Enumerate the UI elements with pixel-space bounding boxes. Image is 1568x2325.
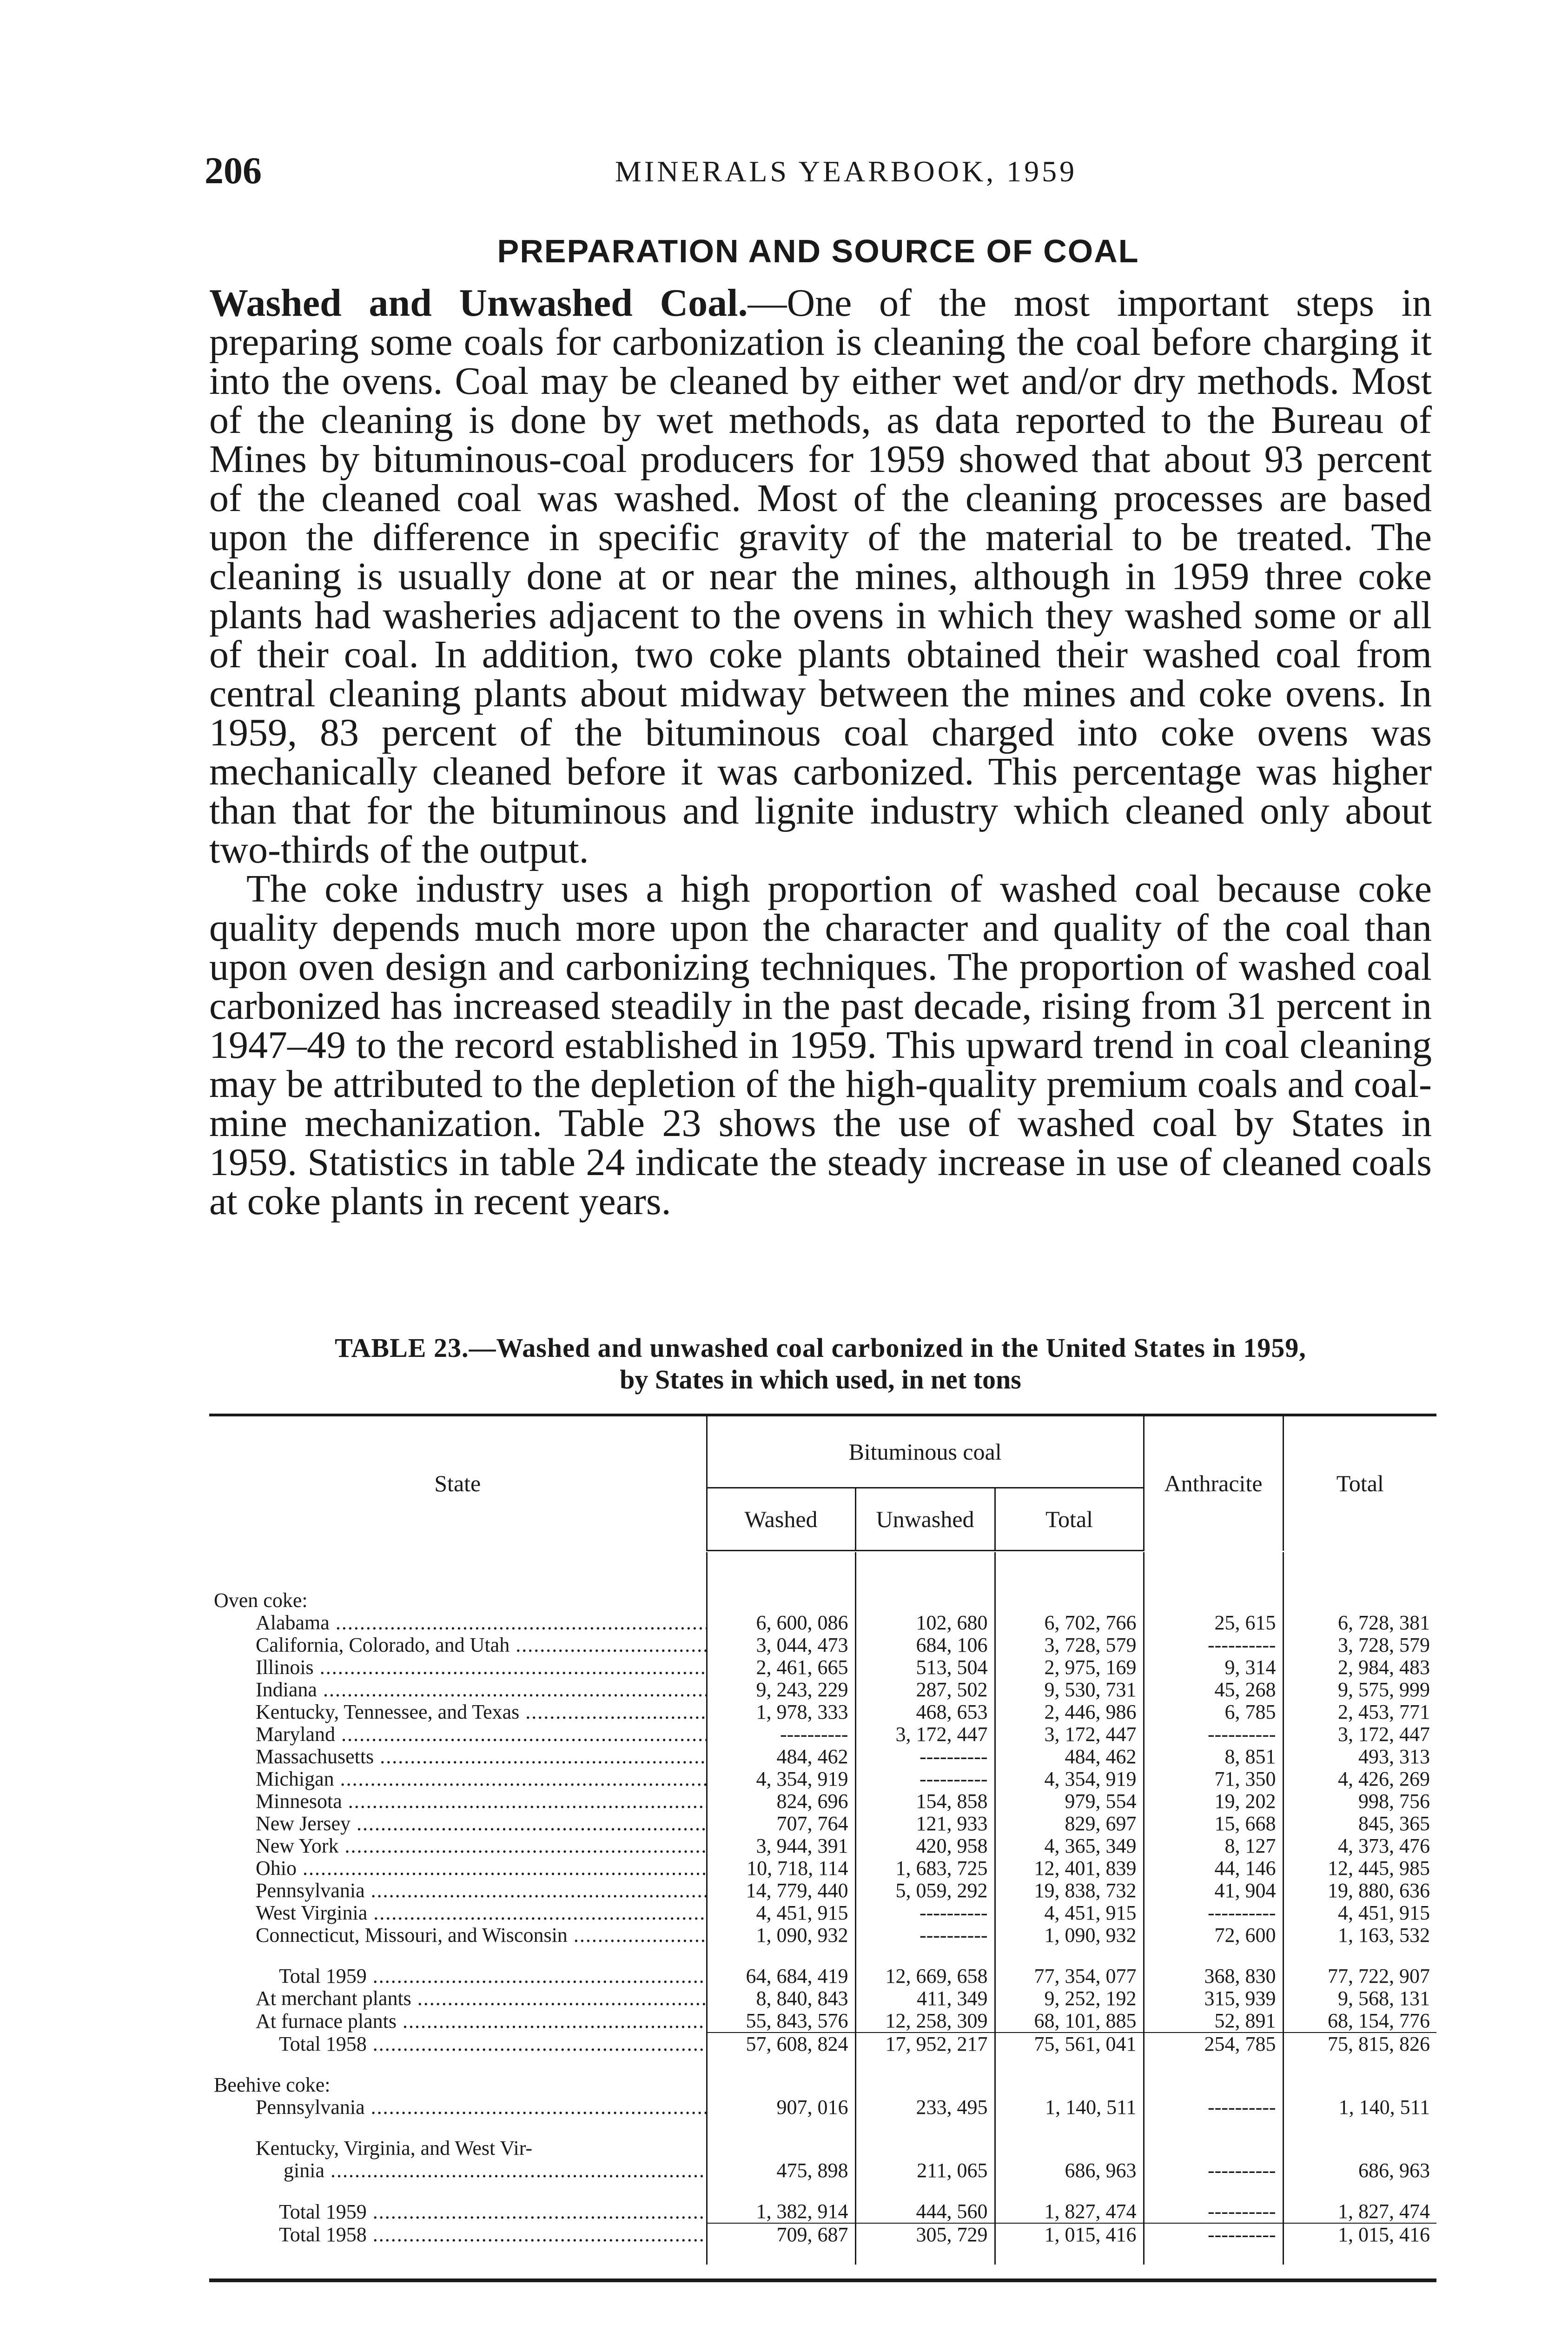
row-label-text: Alabama ..... xyxy=(256,1612,707,1634)
row-label-text: Ohio ..... xyxy=(256,1857,707,1880)
spacer-row xyxy=(209,1552,1436,1589)
cell-anthracite: ---------- xyxy=(1144,1723,1283,1746)
table-row xyxy=(209,1987,1436,2010)
cell-unwashed: ---------- xyxy=(855,1924,995,1946)
cell-washed: 707, 764 xyxy=(707,1813,855,1835)
cell-washed: 2, 461, 665 xyxy=(707,1656,855,1679)
row-label-text: Illinois ..... xyxy=(256,1656,707,1679)
row-label-text: New Jersey ..... xyxy=(256,1813,707,1835)
cell-washed: 10, 718, 114 xyxy=(707,1857,855,1880)
row-label xyxy=(209,1723,707,1746)
cell-total: 686, 963 xyxy=(995,2137,1144,2182)
cell-unwashed: 684, 106 xyxy=(855,1634,995,1656)
row-label xyxy=(209,2200,707,2223)
cell-washed: ---------- xyxy=(707,1723,855,1746)
table-caption-line-1: TABLE 23.—Washed and unwashed coal carbonized in the United States in 1959, xyxy=(335,1333,1306,1363)
row-label xyxy=(209,1857,707,1880)
cell-total: 2, 446, 986 xyxy=(995,1701,1144,1723)
cell-washed: 484, 462 xyxy=(707,1746,855,1768)
row-label-line-2: ginia ..... xyxy=(284,2159,707,2182)
cell-unwashed: 420, 958 xyxy=(855,1835,995,1857)
cell-total: 4, 451, 915 xyxy=(995,1902,1144,1924)
coal-table xyxy=(209,1414,1436,2265)
cell-washed: 3, 044, 473 xyxy=(707,1634,855,1656)
cell-unwashed: 1, 683, 725 xyxy=(855,1857,995,1880)
cell-unwashed: 468, 653 xyxy=(855,1701,995,1723)
cell-total: 3, 728, 579 xyxy=(995,1634,1144,1656)
cell-unwashed: 17, 952, 217 xyxy=(855,2033,995,2055)
row-label xyxy=(209,1880,707,1902)
row-label xyxy=(209,2223,707,2246)
cell-grand: 9, 575, 999 xyxy=(1338,1679,1430,1701)
cell-washed: 1, 382, 914 xyxy=(707,2200,855,2223)
row-label xyxy=(209,1987,707,2010)
paragraph-1-text: —One of the most important steps in preparing some coals for carbonization is cleaning the coal before charging it into the ovens. Coal may be cleaned by either wet and/or dry methods. Most of the cleaning is done by wet methods, as data reported to the Bureau of Mines by bituminous-coal producers for 1959 showed that about 93 percent of the cleaned coal was washed. Most of the cleaning processes are based upon the difference in specific gravity of the material to be treated. The cleaning is usually done at or near the mines, although in 1959 three coke plants had washeries adjacent to the ovens in which they washed some or all of their coal. In addition, two coke plants obtained their washed coal from central cleaning plants about midway between the mines and coke ovens. In 1959, 83 percent of the bituminous coal charged into coke ovens was mechanically cleaned before it was carbonized. This percentage was higher than that for the bituminous and lignite industry which cleaned only about two-thirds of the output. xyxy=(209,281,1432,871)
row-label xyxy=(209,1768,707,1790)
cell-washed: 3, 944, 391 xyxy=(707,1835,855,1857)
row-label-text: Total 1958 ..... xyxy=(279,2033,707,2055)
row-label xyxy=(209,1965,707,1987)
table-row xyxy=(209,1902,1436,1924)
cell-anthracite: 15, 668 xyxy=(1144,1813,1283,1835)
table-row xyxy=(209,2010,1436,2033)
run-in-heading: Washed and Unwashed Coal. xyxy=(209,281,748,325)
spacer-row xyxy=(209,1946,1436,1965)
spacer-row xyxy=(209,2055,1436,2074)
table-row xyxy=(209,1656,1436,1679)
table-caption xyxy=(209,1332,1432,1395)
cell-anthracite: 72, 600 xyxy=(1144,1924,1283,1946)
row-label-text: Total 1958 ..... xyxy=(279,2223,707,2246)
section-heading: PREPARATION AND SOURCE OF COAL xyxy=(497,233,1139,269)
cell-unwashed: 513, 504 xyxy=(855,1656,995,1679)
cell-unwashed: 3, 172, 447 xyxy=(855,1723,995,1746)
row-label xyxy=(209,1790,707,1813)
cell-total: 4, 365, 349 xyxy=(995,1835,1144,1857)
cell-washed: 907, 016 xyxy=(707,2096,855,2119)
cell-anthracite: ---------- xyxy=(1144,1902,1283,1924)
cell-unwashed: 287, 502 xyxy=(855,1679,995,1701)
cell-total: 1, 827, 474 xyxy=(995,2200,1144,2223)
cell-washed: 64, 684, 419 xyxy=(707,1965,855,1987)
cell-anthracite: ---------- xyxy=(1144,2200,1283,2223)
row-label-text: Connecticut, Missouri, and Wisconsin ..... xyxy=(256,1924,707,1946)
row-label-text: Massachusetts ..... xyxy=(256,1746,707,1768)
cell-total: 19, 838, 732 xyxy=(995,1880,1144,1902)
row-label xyxy=(209,1746,707,1768)
cell-grand: 4, 373, 476 xyxy=(1338,1835,1430,1857)
cell-total: 1, 140, 511 xyxy=(995,2096,1144,2119)
cell-unwashed: 305, 729 xyxy=(855,2223,995,2246)
running-title: MINERALS YEARBOOK, 1959 xyxy=(615,155,1078,188)
cell-washed: 1, 090, 932 xyxy=(707,1924,855,1946)
row-label-text: New York ..... xyxy=(256,1835,707,1857)
row-label xyxy=(209,2096,707,2119)
cell-grand: 3, 172, 447 xyxy=(1338,1723,1430,1746)
spacer-row xyxy=(209,2182,1436,2200)
group-label: Beehive coke: xyxy=(209,2074,707,2096)
table-bottom-rule xyxy=(209,2278,1436,2282)
row-label xyxy=(209,2033,707,2055)
row-label-text: Total 1959 ..... xyxy=(279,1965,707,1987)
row-label xyxy=(209,1902,707,1924)
cell-grand: 9, 568, 131 xyxy=(1338,1987,1430,2010)
cell-anthracite: 6, 785 xyxy=(1144,1701,1283,1723)
cell-grand: 2, 453, 771 xyxy=(1338,1701,1430,1723)
row-label-text: California, Colorado, and Utah ..... xyxy=(256,1634,707,1656)
cell-unwashed: 411, 349 xyxy=(855,1987,995,2010)
cell-unwashed: ---------- xyxy=(855,1902,995,1924)
table-row xyxy=(209,1612,1436,1634)
header-anthracite: Anthracite xyxy=(1144,1415,1283,1551)
cell-grand: 998, 756 xyxy=(1358,1790,1430,1813)
table-row xyxy=(209,1835,1436,1857)
row-label-text: Indiana ..... xyxy=(256,1679,707,1701)
row-label xyxy=(209,1656,707,1679)
cell-anthracite: 41, 904 xyxy=(1144,1880,1283,1902)
table-group-row xyxy=(209,1589,1436,1612)
table-row xyxy=(209,2096,1436,2119)
cell-anthracite: 52, 891 xyxy=(1144,2010,1283,2033)
cell-total: 484, 462 xyxy=(995,1746,1144,1768)
row-label-text: Michigan ..... xyxy=(256,1768,707,1790)
row-label-text: At furnace plants ..... xyxy=(256,2010,707,2033)
cell-grand: 3, 728, 579 xyxy=(1338,1634,1430,1656)
cell-total: 9, 252, 192 xyxy=(995,1987,1144,2010)
cell-grand: 6, 728, 381 xyxy=(1338,1612,1430,1634)
table-row xyxy=(209,1679,1436,1701)
table-row xyxy=(209,1634,1436,1656)
table-row xyxy=(209,1857,1436,1880)
header-state: State xyxy=(209,1415,707,1551)
body-text xyxy=(209,281,1432,1223)
cell-washed: 709, 687 xyxy=(707,2223,855,2246)
cell-anthracite: 71, 350 xyxy=(1144,1768,1283,1790)
cell-anthracite: 19, 202 xyxy=(1144,1790,1283,1813)
cell-grand: 4, 426, 269 xyxy=(1338,1768,1430,1790)
cell-anthracite: ---------- xyxy=(1144,2096,1283,2119)
cell-anthracite: 45, 268 xyxy=(1144,1679,1283,1701)
cell-grand: 1, 140, 511 xyxy=(1338,2096,1430,2119)
table-group-row xyxy=(209,2074,1436,2096)
cell-unwashed: 121, 933 xyxy=(855,1813,995,1835)
cell-unwashed: 102, 680 xyxy=(855,1612,995,1634)
cell-total: 9, 530, 731 xyxy=(995,1679,1144,1701)
table-row xyxy=(209,2033,1436,2055)
row-label xyxy=(209,1634,707,1656)
cell-unwashed: 154, 858 xyxy=(855,1790,995,1813)
cell-anthracite: 9, 314 xyxy=(1144,1656,1283,1679)
cell-grand: 4, 451, 915 xyxy=(1338,1902,1430,1924)
cell-grand: 2, 984, 483 xyxy=(1338,1656,1430,1679)
cell-grand: 12, 445, 985 xyxy=(1328,1857,1430,1880)
cell-washed: 824, 696 xyxy=(707,1790,855,1813)
row-label-text: Pennsylvania ..... xyxy=(256,2096,707,2119)
cell-unwashed: ---------- xyxy=(855,1768,995,1790)
cell-washed: 6, 600, 086 xyxy=(707,1612,855,1634)
table-body xyxy=(209,1552,1436,2265)
row-label xyxy=(209,1679,707,1701)
row-label-text: At merchant plants ..... xyxy=(256,1987,707,2010)
cell-total: 829, 697 xyxy=(995,1813,1144,1835)
cell-anthracite: 254, 785 xyxy=(1144,2033,1283,2055)
cell-anthracite: ---------- xyxy=(1144,2223,1283,2246)
cell-washed: 1, 978, 333 xyxy=(707,1701,855,1723)
cell-total: 2, 975, 169 xyxy=(995,1656,1144,1679)
row-label xyxy=(209,1835,707,1857)
row-label-text: West Virginia ..... xyxy=(256,1902,707,1924)
row-label-line-1: Kentucky, Virginia, and West Vir- xyxy=(256,2137,533,2159)
cell-grand: 68, 154, 776 xyxy=(1328,2010,1430,2032)
paragraph-1 xyxy=(209,281,1432,871)
table-row xyxy=(209,2223,1436,2246)
header-grand-total: Total xyxy=(1283,1415,1436,1551)
row-label xyxy=(209,2137,707,2182)
cell-grand: 1, 163, 532 xyxy=(1338,1924,1430,1946)
cell-washed: 8, 840, 843 xyxy=(707,1987,855,2010)
cell-unwashed: 5, 059, 292 xyxy=(855,1880,995,1902)
table-row xyxy=(209,1723,1436,1746)
cell-grand: 75, 815, 826 xyxy=(1283,2033,1436,2055)
cell-grand: 77, 722, 907 xyxy=(1328,1965,1430,1987)
cell-total: 3, 172, 447 xyxy=(995,1723,1144,1746)
cell-total: 979, 554 xyxy=(995,1790,1144,1813)
cell-total: 12, 401, 839 xyxy=(995,1857,1144,1880)
cell-total: 4, 354, 919 xyxy=(995,1768,1144,1790)
table-row xyxy=(209,1880,1436,1902)
cell-grand: 19, 880, 636 xyxy=(1328,1880,1430,1902)
cell-anthracite: 8, 127 xyxy=(1144,1835,1283,1857)
spacer-row xyxy=(209,2246,1436,2265)
row-label xyxy=(209,1701,707,1723)
cell-washed: 55, 843, 576 xyxy=(707,2010,855,2033)
cell-grand: 686, 963 xyxy=(1358,2159,1430,2182)
row-label xyxy=(209,1612,707,1634)
paragraph-2: The coke industry uses a high proportion of washed coal because coke quality depends much more upon the character and quality of the coal than upon oven design and carbonizing techniques. The proportion of washed coal carbonized has increased steadily in the past decade, rising from 31 percent in 1947–49 to the record established in 1959. This upward trend in coal cleaning may be attributed to the depletion of the high-quality premium coals and coal-mine mechanization. Table 23 shows the use of washed coal by States in 1959. Statistics in table 24 indicate the steady increase in use of cleaned coals at coke plants in recent years. xyxy=(209,867,1432,1223)
cell-anthracite: 25, 615 xyxy=(1144,1612,1283,1634)
cell-total: 6, 702, 766 xyxy=(995,1612,1144,1634)
table-row xyxy=(209,2137,1436,2182)
cell-washed: 4, 354, 919 xyxy=(707,1768,855,1790)
cell-washed: 9, 243, 229 xyxy=(707,1679,855,1701)
table-row xyxy=(209,1813,1436,1835)
table-row xyxy=(209,2200,1436,2223)
table-row xyxy=(209,1701,1436,1723)
cell-anthracite: 8, 851 xyxy=(1144,1746,1283,1768)
row-label xyxy=(209,1924,707,1946)
table-row xyxy=(209,1924,1436,1946)
cell-washed: 57, 608, 824 xyxy=(707,2033,855,2055)
cell-total: 1, 090, 932 xyxy=(995,1924,1144,1946)
cell-unwashed: 211, 065 xyxy=(855,2137,995,2182)
row-label xyxy=(209,1813,707,1835)
spacer-row xyxy=(209,2119,1436,2137)
row-label xyxy=(209,2010,707,2033)
cell-washed: 4, 451, 915 xyxy=(707,1902,855,1924)
row-label-text: Pennsylvania ..... xyxy=(256,1880,707,1902)
cell-grand: 493, 313 xyxy=(1358,1746,1430,1768)
cell-grand: 1, 827, 474 xyxy=(1338,2200,1430,2223)
table-row xyxy=(209,1790,1436,1813)
table-row xyxy=(209,1768,1436,1790)
cell-unwashed: 233, 495 xyxy=(855,2096,995,2119)
cell-anthracite: ---------- xyxy=(1144,2137,1283,2182)
table-row xyxy=(209,1965,1436,1987)
header-washed: Washed xyxy=(707,1488,855,1551)
row-label-text: Maryland ..... xyxy=(256,1723,707,1746)
cell-total: 77, 354, 077 xyxy=(995,1965,1144,1987)
group-label: Oven coke: xyxy=(209,1589,707,1612)
cell-anthracite: 315, 939 xyxy=(1144,1987,1283,2010)
table-caption-line-2: by States in which used, in net tons xyxy=(620,1364,1021,1395)
header-unwashed: Unwashed xyxy=(855,1488,995,1551)
cell-anthracite: 368, 830 xyxy=(1144,1965,1283,1987)
cell-total: 75, 561, 041 xyxy=(995,2033,1144,2055)
row-label-text: Kentucky, Tennessee, and Texas ..... xyxy=(256,1701,707,1723)
cell-total: 68, 101, 885 xyxy=(995,2010,1144,2033)
row-label-text: Minnesota ..... xyxy=(256,1790,707,1813)
cell-washed: 14, 779, 440 xyxy=(707,1880,855,1902)
cell-anthracite: ---------- xyxy=(1144,1634,1283,1656)
cell-unwashed: ---------- xyxy=(855,1746,995,1768)
page-number: 206 xyxy=(205,149,262,192)
table-row xyxy=(209,1746,1436,1768)
cell-washed: 475, 898 xyxy=(707,2137,855,2182)
row-label-text: Total 1959 ..... xyxy=(279,2200,707,2223)
cell-unwashed: 12, 669, 658 xyxy=(855,1965,995,1987)
cell-unwashed: 444, 560 xyxy=(855,2200,995,2223)
cell-grand: 1, 015, 416 xyxy=(1283,2223,1436,2246)
cell-unwashed: 12, 258, 309 xyxy=(855,2010,995,2033)
cell-anthracite: 44, 146 xyxy=(1144,1857,1283,1880)
header-bituminous-total: Total xyxy=(995,1488,1144,1551)
cell-grand: 845, 365 xyxy=(1358,1813,1430,1835)
cell-total: 1, 015, 416 xyxy=(995,2223,1144,2246)
header-bituminous: Bituminous coal xyxy=(707,1415,1144,1488)
page-header xyxy=(205,149,1432,195)
